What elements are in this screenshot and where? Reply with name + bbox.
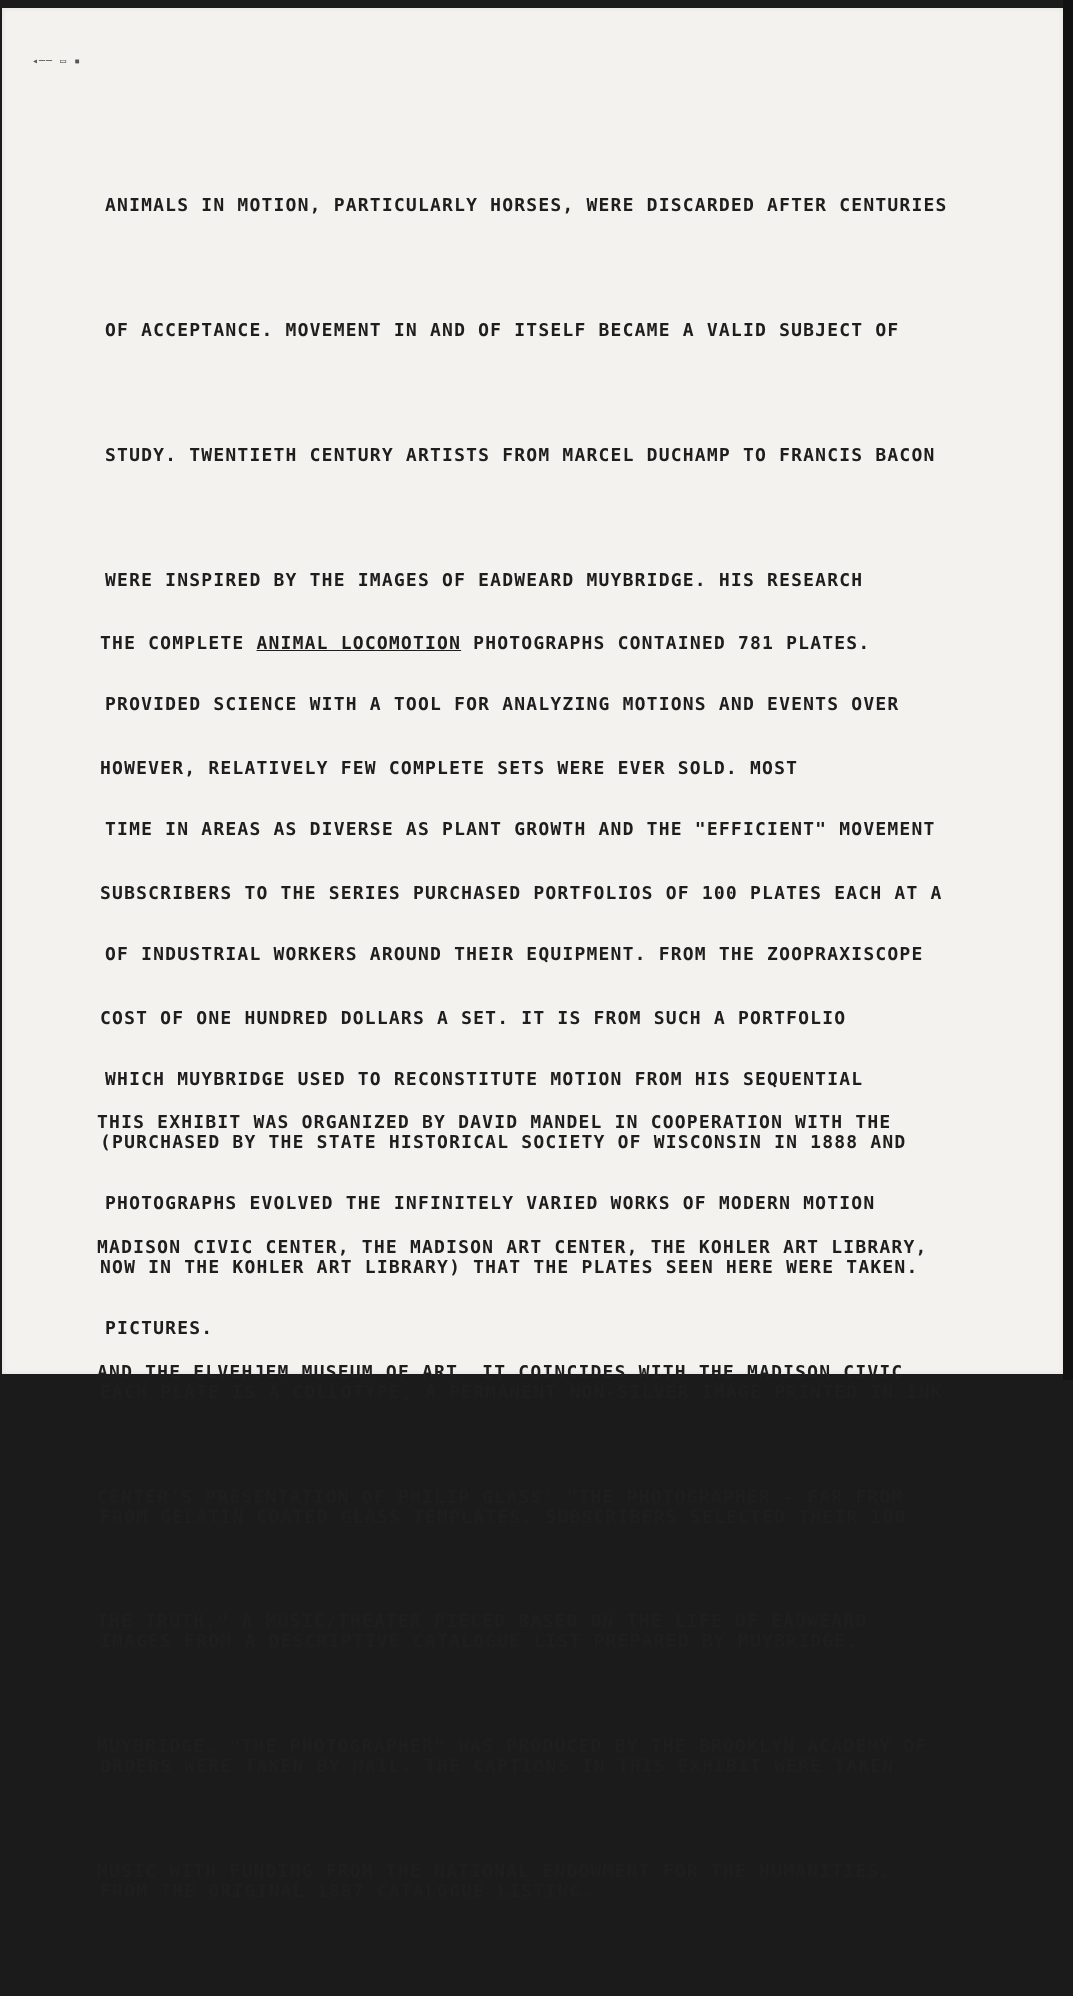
p1-line: STUDY. TWENTIETH CENTURY ARTISTS FROM MARCEL DUCHAMP TO FRANCIS BACON [105, 444, 936, 466]
p3-line: MADISON CIVIC CENTER, THE MADISON ART CENTER, THE KOHLER ART LIBRARY, [97, 1236, 928, 1258]
p3-line: MUSIC WITH FUNDING FROM THE NATIONAL ENDOWMENT FOR THE HUMANITIES. [97, 1860, 892, 1882]
document-page [2, 8, 1063, 1902]
p1-line: PROVIDED SCIENCE WITH A TOOL FOR ANALYZING MOTIONS AND EVENTS OVER [105, 694, 900, 716]
p3-line: CENTER'S PRESENTATION OF PHILIP GLASS' "THE PHOTOGRAPHER - FAR FROM [97, 1486, 904, 1508]
p1-line: PICTURES. [105, 1318, 214, 1340]
p3-line: THIS EXHIBIT WAS ORGANIZED BY DAVID MANDEL IN COOPERATION WITH THE [97, 1112, 892, 1134]
p2-line-with-title [100, 623, 943, 665]
p2-line: ORDERS WERE TAKEN BY MAIL. THE CAPTIONS IN THIS EXHIBIT WERE TAKEN [100, 1756, 895, 1778]
p2-line: NOW IN THE KOHLER ART LIBRARY) THAT THE PLATES SEEN HERE WERE TAKEN. [100, 1257, 919, 1279]
book-title: ANIMAL LOCOMOTION [256, 633, 462, 655]
p3-line: THE TRUTH," A MUSIC/THEATER PIECED BASED ON THE LIFE OF EADWEARD [97, 1611, 868, 1633]
p2-line: EACH PLATE IS A COLLOTYPE, A PERMANENT NON-SILVER IMAGE PRINTED IN INK [100, 1381, 943, 1403]
p1-line: OF INDUSTRIAL WORKERS AROUND THEIR EQUIPMENT. FROM THE ZOOPRAXISCOPE [105, 943, 924, 965]
p2-line: HOWEVER, RELATIVELY FEW COMPLETE SETS WERE EVER SOLD. MOST [100, 757, 799, 779]
scan-edge [1063, 0, 1073, 1380]
p1-line: TIME IN AREAS AS DIVERSE AS PLANT GROWTH AND THE "EFFICIENT" MOVEMENT [105, 819, 936, 841]
p2-line: IMAGES FROM A DESCRIPTIVE CATALOGUE LIST PREPARED BY MUYBRIDGE. [100, 1631, 859, 1653]
paragraph-3 [97, 1019, 928, 1976]
p3-line: AND THE ELVEHJEM MUSEUM OF ART. IT COINCIDES WITH THE MADISON CIVIC [97, 1361, 904, 1383]
p2-line-start: THE COMPLETE [100, 633, 257, 655]
p2-line: SUBSCRIBERS TO THE SERIES PURCHASED PORTFOLIOS OF 100 PLATES EACH AT A [100, 882, 943, 904]
p2-line: FROM GELATIN COATED GLASS TEMPLATES. SUBSCRIBERS SELECTED THEIR 100 [100, 1506, 907, 1528]
p2-line: COST OF ONE HUNDRED DOLLARS A SET. IT IS FROM SUCH A PORTFOLIO [100, 1007, 847, 1029]
p1-line: PHOTOGRAPHS EVOLVED THE INFINITELY VARIED WORKS OF MODERN MOTION [105, 1193, 876, 1215]
p2-line-end: PHOTOGRAPHS CONTAINED 781 PLATES. [461, 633, 871, 655]
header-scan-mark: ◂── ▭ ▪ [32, 56, 82, 67]
p1-line: ANIMALS IN MOTION, PARTICULARLY HORSES, WERE DISCARDED AFTER CENTURIES [105, 195, 948, 217]
p2-line: (PURCHASED BY THE STATE HISTORICAL SOCIETY OF WISCONSIN IN 1888 AND [100, 1132, 907, 1154]
p3-line: MUYBRIDGE. "THE PHOTOGRAPHER" WAS PRODUCED BY THE BROOKLYN ACADEMY OF [97, 1736, 928, 1758]
p1-line: WHICH MUYBRIDGE USED TO RECONSTITUTE MOTION FROM HIS SEQUENTIAL [105, 1068, 864, 1090]
p2-line: FROM THE ORIGINAL 1887 CATALOGUE LISTING. [100, 1881, 594, 1902]
p1-line: WERE INSPIRED BY THE IMAGES OF EADWEARD MUYBRIDGE. HIS RESEARCH [105, 569, 864, 591]
p1-line: OF ACCEPTANCE. MOVEMENT IN AND OF ITSELF BECAME A VALID SUBJECT OF [105, 319, 900, 341]
